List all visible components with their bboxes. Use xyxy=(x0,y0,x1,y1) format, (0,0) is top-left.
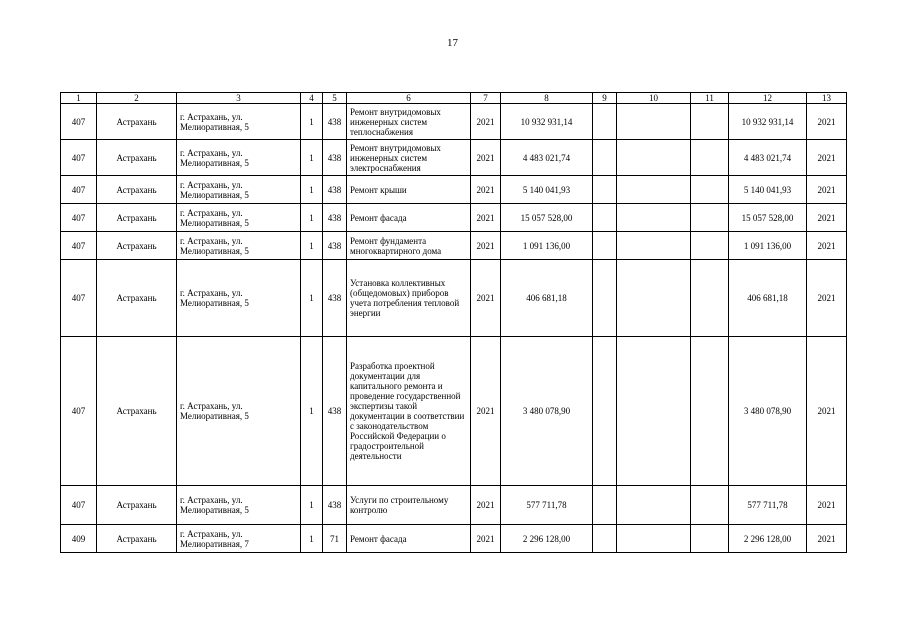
total-cost-cell: 5 140 041,93 xyxy=(501,176,593,204)
year-cell: 2021 xyxy=(471,232,501,260)
work-type-cell: Услуги по строительному контролю xyxy=(347,486,471,525)
house-id-cell: 438 xyxy=(323,104,347,140)
col11-cell xyxy=(691,337,729,486)
row-number: 407 xyxy=(61,260,97,337)
capital-repair-table xyxy=(60,92,847,553)
funding-cell: 2 296 128,00 xyxy=(729,525,807,553)
completion-year-cell: 2021 xyxy=(807,260,847,337)
table-row xyxy=(61,104,847,140)
year-cell: 2021 xyxy=(471,486,501,525)
completion-year-cell: 2021 xyxy=(807,204,847,232)
settlement-cell: Астрахань xyxy=(97,525,177,553)
funding-cell: 5 140 041,93 xyxy=(729,176,807,204)
col10-cell xyxy=(617,260,691,337)
address-cell: г. Астрахань, ул. Мелиоративная, 5 xyxy=(177,140,301,176)
row-number: 407 xyxy=(61,204,97,232)
table-body xyxy=(61,93,847,553)
count-cell: 1 xyxy=(301,260,323,337)
count-cell: 1 xyxy=(301,176,323,204)
table-row xyxy=(61,337,847,486)
col9-cell xyxy=(593,260,617,337)
funding-cell: 1 091 136,00 xyxy=(729,232,807,260)
column-header: 12 xyxy=(729,93,807,104)
settlement-cell: Астрахань xyxy=(97,204,177,232)
total-cost-cell: 1 091 136,00 xyxy=(501,232,593,260)
row-number: 407 xyxy=(61,140,97,176)
address-cell: г. Астрахань, ул. Мелиоративная, 7 xyxy=(177,525,301,553)
house-id-cell: 438 xyxy=(323,176,347,204)
address-cell: г. Астрахань, ул. Мелиоративная, 5 xyxy=(177,260,301,337)
funding-cell: 15 057 528,00 xyxy=(729,204,807,232)
total-cost-cell: 15 057 528,00 xyxy=(501,204,593,232)
year-cell: 2021 xyxy=(471,525,501,553)
funding-cell: 10 932 931,14 xyxy=(729,104,807,140)
completion-year-cell: 2021 xyxy=(807,337,847,486)
column-header: 6 xyxy=(347,93,471,104)
work-type-cell: Ремонт фундамента многоквартирного дома xyxy=(347,232,471,260)
total-cost-cell: 2 296 128,00 xyxy=(501,525,593,553)
table-row xyxy=(61,525,847,553)
completion-year-cell: 2021 xyxy=(807,104,847,140)
funding-cell: 406 681,18 xyxy=(729,260,807,337)
column-header: 9 xyxy=(593,93,617,104)
work-type-cell: Ремонт крыши xyxy=(347,176,471,204)
table-row xyxy=(61,140,847,176)
completion-year-cell: 2021 xyxy=(807,176,847,204)
settlement-cell: Астрахань xyxy=(97,232,177,260)
year-cell: 2021 xyxy=(471,140,501,176)
house-id-cell: 438 xyxy=(323,232,347,260)
house-id-cell: 438 xyxy=(323,337,347,486)
col9-cell xyxy=(593,486,617,525)
col11-cell xyxy=(691,232,729,260)
col9-cell xyxy=(593,204,617,232)
count-cell: 1 xyxy=(301,486,323,525)
col10-cell xyxy=(617,204,691,232)
row-number: 407 xyxy=(61,104,97,140)
col11-cell xyxy=(691,104,729,140)
total-cost-cell: 4 483 021,74 xyxy=(501,140,593,176)
count-cell: 1 xyxy=(301,204,323,232)
column-header: 7 xyxy=(471,93,501,104)
year-cell: 2021 xyxy=(471,337,501,486)
total-cost-cell: 406 681,18 xyxy=(501,260,593,337)
col9-cell xyxy=(593,176,617,204)
column-header: 5 xyxy=(323,93,347,104)
column-number-row xyxy=(61,93,847,104)
column-header: 10 xyxy=(617,93,691,104)
count-cell: 1 xyxy=(301,232,323,260)
settlement-cell: Астрахань xyxy=(97,486,177,525)
settlement-cell: Астрахань xyxy=(97,337,177,486)
page-number: 17 xyxy=(447,37,458,49)
row-number: 407 xyxy=(61,176,97,204)
count-cell: 1 xyxy=(301,337,323,486)
completion-year-cell: 2021 xyxy=(807,486,847,525)
col9-cell xyxy=(593,104,617,140)
col10-cell xyxy=(617,140,691,176)
col11-cell xyxy=(691,176,729,204)
table-row xyxy=(61,204,847,232)
column-header: 1 xyxy=(61,93,97,104)
col10-cell xyxy=(617,176,691,204)
table-row xyxy=(61,232,847,260)
address-cell: г. Астрахань, ул. Мелиоративная, 5 xyxy=(177,232,301,260)
settlement-cell: Астрахань xyxy=(97,104,177,140)
settlement-cell: Астрахань xyxy=(97,140,177,176)
col11-cell xyxy=(691,204,729,232)
settlement-cell: Астрахань xyxy=(97,260,177,337)
completion-year-cell: 2021 xyxy=(807,525,847,553)
work-type-cell: Ремонт внутридомовых инженерных систем электроснабжения xyxy=(347,140,471,176)
house-id-cell: 71 xyxy=(323,525,347,553)
address-cell: г. Астрахань, ул. Мелиоративная, 5 xyxy=(177,176,301,204)
row-number: 409 xyxy=(61,525,97,553)
work-type-cell: Разработка проектной документации для капитального ремонта и проведение государственной экспертизы такой документации в соответствии с законодательством Российской Федерации о градостроительной деятельности xyxy=(347,337,471,486)
work-type-cell: Ремонт фасада xyxy=(347,204,471,232)
column-header: 4 xyxy=(301,93,323,104)
house-id-cell: 438 xyxy=(323,140,347,176)
year-cell: 2021 xyxy=(471,260,501,337)
total-cost-cell: 3 480 078,90 xyxy=(501,337,593,486)
total-cost-cell: 10 932 931,14 xyxy=(501,104,593,140)
house-id-cell: 438 xyxy=(323,486,347,525)
count-cell: 1 xyxy=(301,140,323,176)
col11-cell xyxy=(691,486,729,525)
col10-cell xyxy=(617,337,691,486)
funding-cell: 577 711,78 xyxy=(729,486,807,525)
col9-cell xyxy=(593,232,617,260)
address-cell: г. Астрахань, ул. Мелиоративная, 5 xyxy=(177,486,301,525)
col11-cell xyxy=(691,525,729,553)
year-cell: 2021 xyxy=(471,176,501,204)
work-type-cell: Ремонт фасада xyxy=(347,525,471,553)
column-header: 8 xyxy=(501,93,593,104)
address-cell: г. Астрахань, ул. Мелиоративная, 5 xyxy=(177,104,301,140)
year-cell: 2021 xyxy=(471,204,501,232)
settlement-cell: Астрахань xyxy=(97,176,177,204)
funding-cell: 4 483 021,74 xyxy=(729,140,807,176)
column-header: 2 xyxy=(97,93,177,104)
funding-cell: 3 480 078,90 xyxy=(729,337,807,486)
column-header: 3 xyxy=(177,93,301,104)
row-number: 407 xyxy=(61,486,97,525)
table-row xyxy=(61,260,847,337)
house-id-cell: 438 xyxy=(323,204,347,232)
col9-cell xyxy=(593,337,617,486)
table-row xyxy=(61,176,847,204)
column-header: 13 xyxy=(807,93,847,104)
table-row xyxy=(61,486,847,525)
row-number: 407 xyxy=(61,232,97,260)
column-header: 11 xyxy=(691,93,729,104)
col11-cell xyxy=(691,140,729,176)
work-type-cell: Установка коллективных (общедомовых) приборов учета потребления тепловой энергии xyxy=(347,260,471,337)
completion-year-cell: 2021 xyxy=(807,232,847,260)
completion-year-cell: 2021 xyxy=(807,140,847,176)
col10-cell xyxy=(617,104,691,140)
address-cell: г. Астрахань, ул. Мелиоративная, 5 xyxy=(177,337,301,486)
col10-cell xyxy=(617,232,691,260)
count-cell: 1 xyxy=(301,525,323,553)
count-cell: 1 xyxy=(301,104,323,140)
address-cell: г. Астрахань, ул. Мелиоративная, 5 xyxy=(177,204,301,232)
col10-cell xyxy=(617,525,691,553)
house-id-cell: 438 xyxy=(323,260,347,337)
row-number: 407 xyxy=(61,337,97,486)
col10-cell xyxy=(617,486,691,525)
total-cost-cell: 577 711,78 xyxy=(501,486,593,525)
col11-cell xyxy=(691,260,729,337)
work-type-cell: Ремонт внутридомовых инженерных систем теплоснабжения xyxy=(347,104,471,140)
year-cell: 2021 xyxy=(471,104,501,140)
col9-cell xyxy=(593,140,617,176)
col9-cell xyxy=(593,525,617,553)
